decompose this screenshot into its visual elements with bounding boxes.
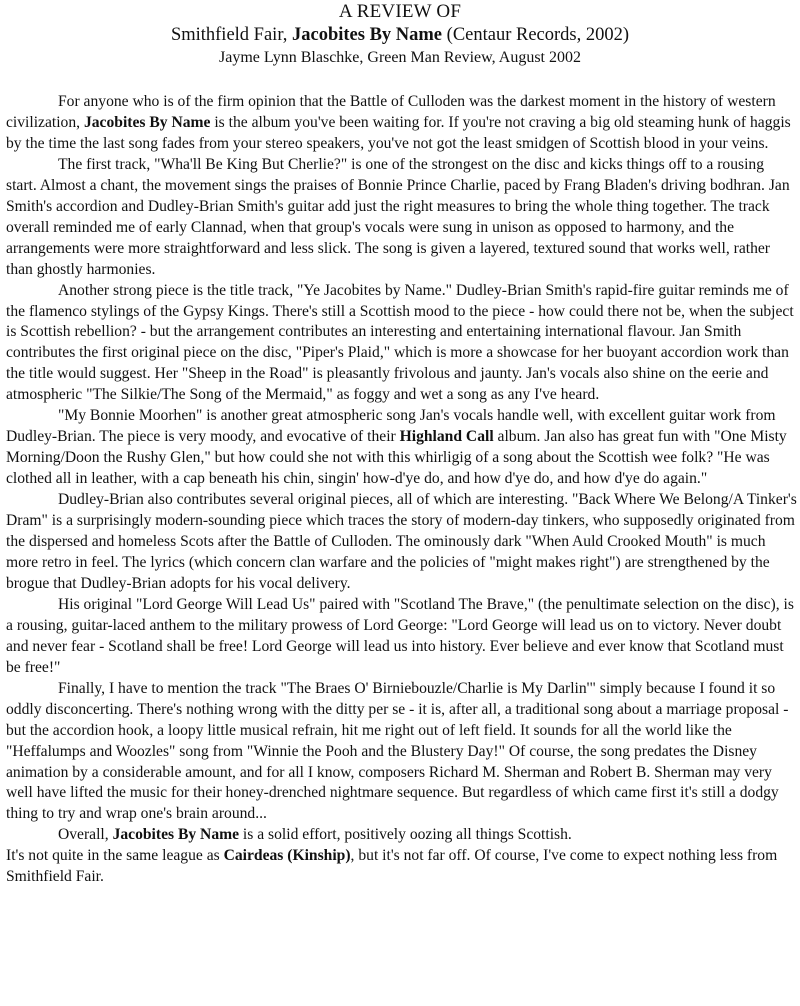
paragraph-7: Finally, I have to mention the track "The Braes O' Birniebouzle/Charlie is My Darlin'" simply because I found it so oddly disconcerting. There's nothing wrong with the ditty per se - it is, after all, a traditional song about a marriage proposal - but the accordion hook, a loopy little musical refrain, hit me right out of left field. It sounds for all the world like the "Heffalumps and Woozles" song from "Winnie the Pooh and the Blustery Day!" Of course, the song predates the Disney animation by a considerable amount, and for all I know, composers Richard M. Sherman and Robert B. Sherman may very well have lifted the music for their honey-drenched nightmare sequence. But regardless of which came first it's still a dodgy thing to try and wrap one's brain around... — [6, 679, 789, 823]
paragraph-1-text-a: For anyone who is of the firm opinion that the Battle of Culloden was the darkest moment in the history of western civilization, — [6, 93, 776, 131]
paragraph-6: His original "Lord George Will Lead Us" paired with "Scotland The Brave," (the penultimate selection on the disc), is a rousing, guitar-laced anthem to the military prowess of Lord George: "Lord George will lead us on to victory. Never doubt and never fear - Scotland shall be free! Lord George will lead us into history. Ever believe and ever know that Scotland must be free!" — [6, 595, 794, 676]
paragraph-9-text-a: It's not quite in the same league as — [6, 847, 224, 865]
paragraph-8-text-a: Overall, — [58, 826, 113, 844]
paragraph-9-text-c: , but it's not far off. Of course, I've come to expect nothing less from Smithfield Fair. — [6, 847, 778, 886]
paragraph-8-text-c: is a solid effort, positively oozing all things Scottish. — [239, 826, 572, 844]
paragraph-9-bold: Cairdeas (Kinship) — [223, 847, 351, 865]
byline: Jayme Lynn Blaschke, Green Man Review, August 2002 — [218, 49, 581, 66]
paragraph-4-bold: Highland Call — [399, 428, 494, 446]
paragraph-1-text-c: is the album you've been waiting for. If you're not craving a big old steaming hunk of haggis by the time the last song fades from your stereo speakers, you've not got the least smidgen of Scottish blood in your veins. — [6, 113, 791, 152]
heading-album-title: Jacobites By Name — [291, 25, 443, 45]
paragraph-4-text-a: "My Bonnie Moorhen" is another great atmospheric song Jan's vocals handle well, with excellent guitar work from Dudley-Brian. The piece is very moody, and evocative of their — [6, 407, 776, 446]
heading-album-line — [0, 23, 800, 47]
review-body — [6, 92, 798, 888]
paragraph-2: The first track, "Wha'll Be King But Cherlie?" is one of the strongest on the disc and kicks things off to a rousing start. Almost a chant, the movement sings the praises of Bonnie Prince Charlie, paced by Frang Bladen's driving bodhran. Jan Smith's accordion and Dudley-Brian Smith's guitar add just the right measures to bring the whole thing together. The track overall reminded me of early Clannad, when that group's vocals were sung in unison as opposed to harmony, and the arrangements were more straightforward and less slick. The song is given a layered, textured sound that works well, rather than ghostly harmonies. — [6, 155, 790, 278]
paragraph-4-text-c: album. Jan also has great fun with "One Misty Morning/Doon the Rushy Glen," but how could she not with this whirligig of a song about the Scottish wee folk? "He was clothed all in leather, with a cap beneath his chin, singin' how-d'ye do, and how d'ye do, and how d'ye do again." — [6, 428, 787, 488]
paragraph-8 — [6, 825, 798, 846]
heading-artist: Smithfield Fair, — [170, 25, 292, 45]
paragraph-3: Another strong piece is the title track, "Ye Jacobites by Name." Dudley-Brian Smith's rapid-fire guitar reminds me of the flamenco stylings of the Gypsy Kings. There's still a Scottish mood to the piece - how could there not be, when the subject is Scottish rebellion? - but the arrangement contributes an interesting and entertaining international flavour. Jan Smith contributes the first original piece on the disc, "Piper's Plaid," which is more a showcase for her buoyant accordion work than the title would suggest. Her "Sheep in the Road" is pleasantly frivolous and jaunty. Jan's vocals also shine on the eerie and atmospheric "The Silkie/The Song of the Mermaid," as foggy and wet a song as any I've heard. — [6, 281, 794, 404]
paragraph-1-bold: Jacobites By Name — [83, 113, 211, 131]
paragraph-9 — [6, 846, 798, 888]
heading-label-year: (Centaur Records, 2002) — [442, 25, 630, 45]
heading-review-of: A REVIEW OF — [338, 1, 462, 22]
review-header — [0, 0, 800, 68]
paragraph-4 — [6, 406, 798, 490]
paragraph-5: Dudley-Brian also contributes several original pieces, all of which are interesting. "Back Where We Belong/A Tinker's Dram" is a surprisingly modern-sounding piece which traces the story of modern-day tinkers, who supposedly originated from the dispersed and homeless Scots after the Battle of Culloden. The ominously dark "When Auld Crooked Mouth" is much more retro in feel. The lyrics (which concern clan warfare and the policies of "might makes right") are strengthened by the brogue that Dudley-Brian adopts for his vocal delivery. — [6, 491, 797, 592]
paragraph-8-bold: Jacobites By Name — [112, 826, 240, 844]
paragraph-1 — [6, 92, 798, 155]
